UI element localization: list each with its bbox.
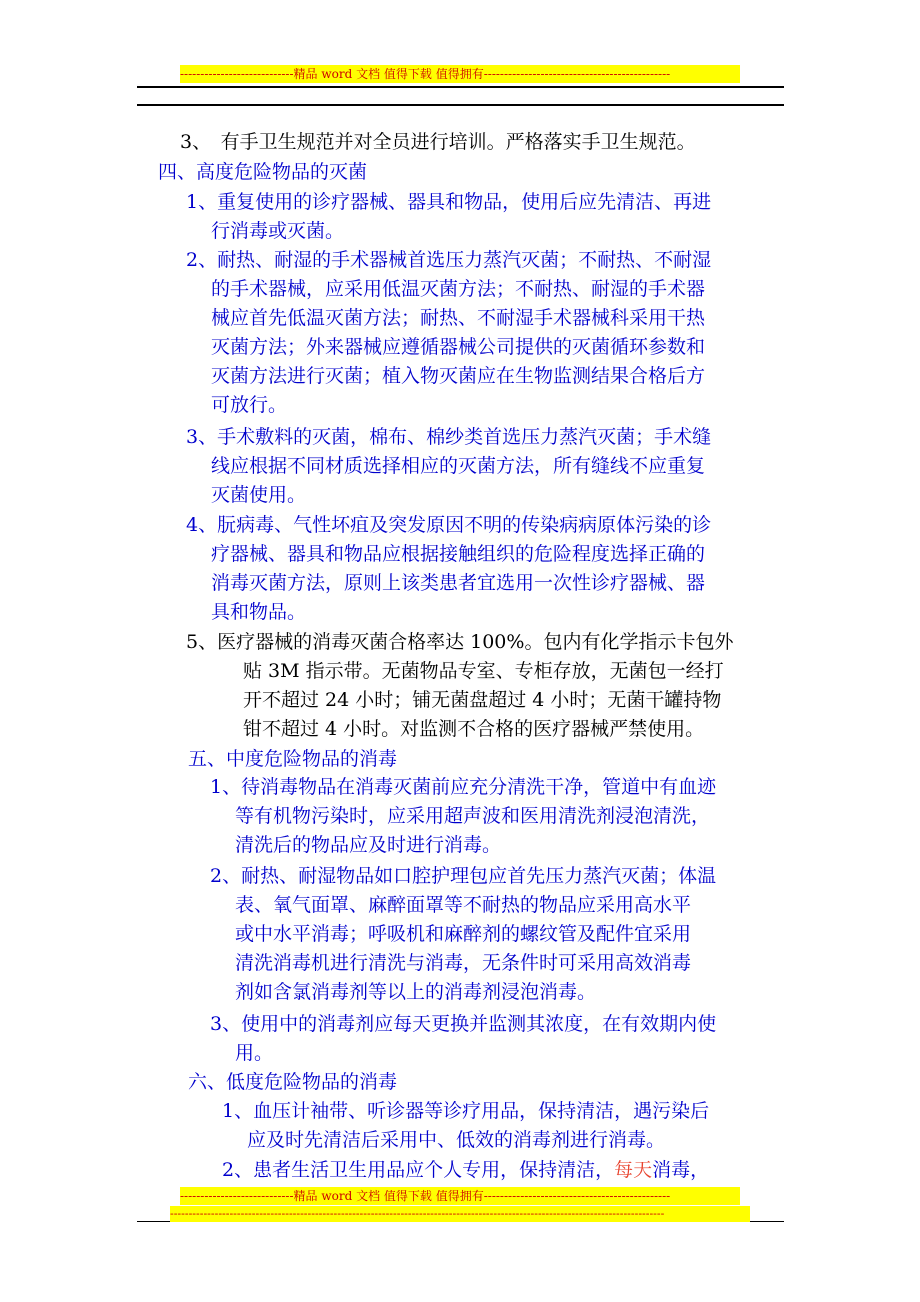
text-line: 具和物品。: [186, 601, 307, 623]
item-high-risk-5: [186, 628, 733, 744]
text-line: 钳不超过 4 小时。对监测不合格的医疗器械严禁使用。: [186, 718, 705, 740]
text-line: 4、朊病毒、气性坏疽及突发原因不明的传染病病原体污染的诊: [186, 514, 712, 536]
header-banner: ----------------------------精品 word 文档 值得下载 值得拥有----------------------------------------------: [180, 65, 740, 83]
footer-banner: ----------------------------精品 word 文档 值得下载 值得拥有----------------------------------------------: [180, 1187, 740, 1205]
text-line: 1、待消毒物品在消毒灭菌前应充分清洗干净，管道中有血迹: [210, 776, 717, 798]
footer-dash-line: -------------------------------------------------------------------------------------------------------------------------------------: [170, 1206, 750, 1222]
section-heading-high-risk: 四、高度危险物品的灭菌: [158, 161, 368, 183]
text-line: 疗器械、器具和物品应根据接触组织的危险程度选择正确的: [186, 543, 706, 565]
text-line: 灭菌使用。: [186, 484, 307, 506]
item-high-risk-4: [186, 511, 711, 627]
text-line: 灭菌方法进行灭菌；植入物灭菌应在生物监测结果合格后方: [186, 365, 706, 387]
text-line: 贴 3M 指示带。无菌物品专室、专柜存放，无菌包一经打: [186, 660, 724, 682]
text-line: 2、耐热、耐湿物品如口腔护理包应首先压力蒸汽灭菌；体温: [210, 865, 717, 887]
item-high-risk-2: [186, 246, 711, 420]
text-line: 1、血压计袖带、听诊器等诊疗用品，保持清洁，遇污染后: [222, 1100, 710, 1122]
text-line: 用。: [210, 1042, 274, 1064]
text-line: 的手术器械，应采用低温灭菌方法；不耐热、耐湿的手术器: [186, 278, 706, 300]
text-line: 表、氧气面罩、麻醉面罩等不耐热的物品应采用高水平: [210, 894, 692, 916]
text-line: 线应根据不同材质选择相应的灭菌方法，所有缝线不应重复: [186, 455, 706, 477]
text-line: 灭菌方法；外来器械应遵循器械公司提供的灭菌循环参数和: [186, 336, 706, 358]
text-line: 3、 有手卫生规范并对全员进行培训。严格落实手卫生规范。: [180, 131, 696, 153]
text-line: 可放行。: [186, 394, 288, 416]
item-high-risk-1: [186, 188, 711, 246]
item-low-risk-2-text: 2、患者生活卫生用品应个人专用，保持清洁，: [222, 1159, 615, 1181]
text-line: 清洗后的物品应及时进行消毒。: [210, 834, 502, 856]
text-line: 应及时先清洁后采用中、低效的消毒剂进行消毒。: [222, 1129, 666, 1151]
text-line: 开不超过 24 小时；铺无菌盘超过 4 小时；无菌干罐持物: [186, 689, 722, 711]
text-line: 剂如含氯消毒剂等以上的消毒剂浸泡消毒。: [210, 981, 597, 1003]
text-line: 3、使用中的消毒剂应每天更换并监测其浓度，在有效期内使: [210, 1013, 717, 1035]
item-low-risk-2: [222, 1156, 709, 1185]
text-line: 等有机物污染时，应采用超声波和医用清洗剂浸泡清洗，: [210, 805, 711, 827]
paragraph-hand-hygiene: [180, 128, 696, 157]
text-line: 1、重复使用的诊疗器械、器具和物品，使用后应先清洁、再进: [186, 191, 712, 213]
header-rule-bottom: [137, 104, 784, 106]
highlight-daily: 每天: [614, 1159, 653, 1181]
item-medium-risk-3: [210, 1010, 716, 1068]
text-line: 2、耐热、耐湿的手术器械首选压力蒸汽灭菌；不耐热、不耐湿: [186, 249, 712, 271]
item-low-risk-1: [222, 1097, 709, 1155]
text-line: 械应首先低温灭菌方法；耐热、不耐湿手术器械科采用干热: [186, 307, 706, 329]
header-rule-top: [137, 86, 784, 88]
item-medium-risk-2: [210, 862, 716, 1007]
item-medium-risk-1: [210, 773, 716, 860]
section-heading-medium-risk: 五、中度危险物品的消毒: [188, 748, 398, 770]
text-line: 或中水平消毒；呼吸机和麻醉剂的螺纹管及配件宜采用: [210, 923, 692, 945]
text-line: 3、手术敷料的灭菌，棉布、棉纱类首选压力蒸汽灭菌；手术缝: [186, 426, 712, 448]
text-line: 清洗消毒机进行清洗与消毒，无条件时可采用高效消毒: [210, 952, 692, 974]
item-low-risk-2-tail: 消毒，: [652, 1159, 710, 1181]
text-line: 5、医疗器械的消毒灭菌合格率达 100%。包内有化学指示卡包外: [186, 631, 734, 653]
item-high-risk-3: [186, 423, 711, 510]
section-heading-low-risk: 六、低度危险物品的消毒: [188, 1071, 398, 1093]
text-line: 消毒灭菌方法，原则上该类患者宜选用一次性诊疗器械、器: [186, 572, 706, 594]
text-line: 行消毒或灭菌。: [186, 220, 345, 242]
